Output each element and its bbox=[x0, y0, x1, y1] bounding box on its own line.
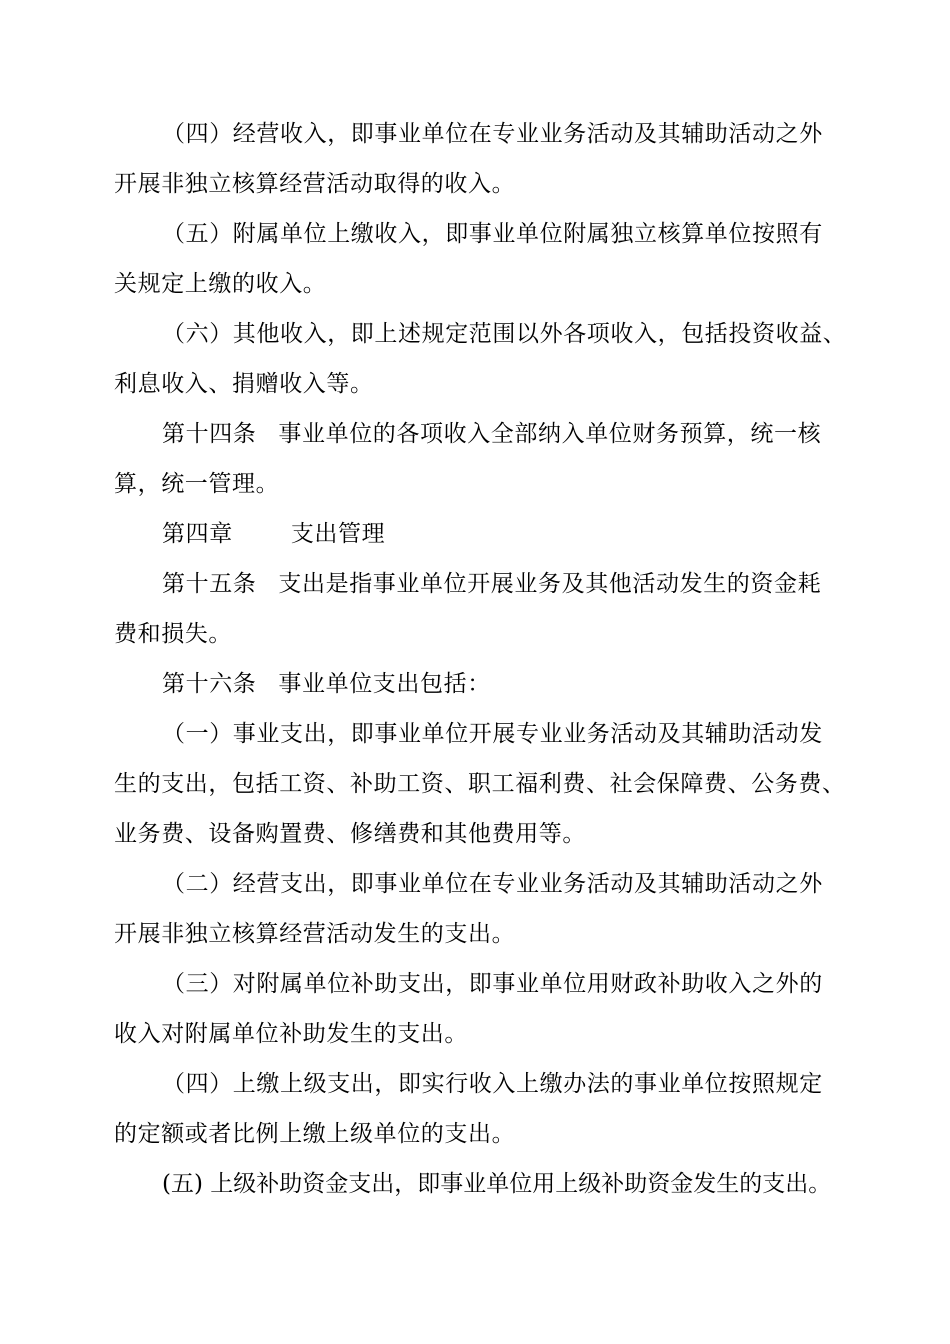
paragraph-line: 生的支出，包括工资、补助工资、职工福利费、社会保障费、公务费、 bbox=[114, 771, 846, 797]
paragraph-line: 开展非独立核算经营活动发生的支出。 bbox=[114, 921, 516, 947]
article-15-number: 第十五条 bbox=[162, 571, 257, 597]
paragraph-line: 开展非独立核算经营活动取得的收入。 bbox=[114, 171, 516, 197]
paragraph-line: 收入对附属单位补助发生的支出。 bbox=[114, 1021, 468, 1047]
paragraph-line: 算，统一管理。 bbox=[114, 471, 280, 497]
article-16-line bbox=[162, 669, 491, 699]
paragraph-line: （四）经营收入，即事业单位在专业业务活动及其辅助活动之外 bbox=[162, 121, 823, 147]
paragraph-line: 利息收入、捐赠收入等。 bbox=[114, 371, 374, 397]
paragraph-line: （一）事业支出，即事业单位开展专业业务活动及其辅助活动发 bbox=[162, 721, 823, 747]
article-16-number: 第十六条 bbox=[162, 671, 257, 697]
article-14-line bbox=[162, 419, 821, 449]
article-14-number: 第十四条 bbox=[162, 421, 257, 447]
paragraph-line: （三）对附属单位补助支出，即事业单位用财政补助收入之外的 bbox=[162, 971, 823, 997]
article-14-text: 事业单位的各项收入全部纳入单位财务预算，统一核 bbox=[278, 421, 822, 447]
chapter-number: 第四章 bbox=[162, 521, 233, 547]
paragraph-line: （四）上缴上级支出，即实行收入上缴办法的事业单位按照规定 bbox=[162, 1071, 823, 1097]
article-15-text: 支出是指事业单位开展业务及其他活动发生的资金耗 bbox=[278, 571, 822, 597]
paragraph-line: （六）其他收入，即上述规定范围以外各项收入，包括投资收益、 bbox=[162, 321, 847, 347]
paragraph-line: （五）附属单位上缴收入，即事业单位附属独立核算单位按照有 bbox=[162, 221, 823, 247]
paragraph-line: 费和损失。 bbox=[114, 621, 232, 647]
article-15-line bbox=[162, 569, 821, 599]
chapter-title: 支出管理 bbox=[290, 521, 386, 547]
paragraph-line: (五) 上级补助资金支出，即事业单位用上级补助资金发生的支出。 bbox=[162, 1171, 832, 1197]
paragraph-line: 业务费、设备购置费、修缮费和其他费用等。 bbox=[114, 821, 586, 847]
paragraph-line: 的定额或者比例上缴上级单位的支出。 bbox=[114, 1121, 516, 1147]
chapter-heading bbox=[162, 519, 385, 549]
paragraph-line: （二）经营支出，即事业单位在专业业务活动及其辅助活动之外 bbox=[162, 871, 823, 897]
article-16-text: 事业单位支出包括： bbox=[278, 671, 491, 697]
paragraph-line: 关规定上缴的收入。 bbox=[114, 271, 327, 297]
